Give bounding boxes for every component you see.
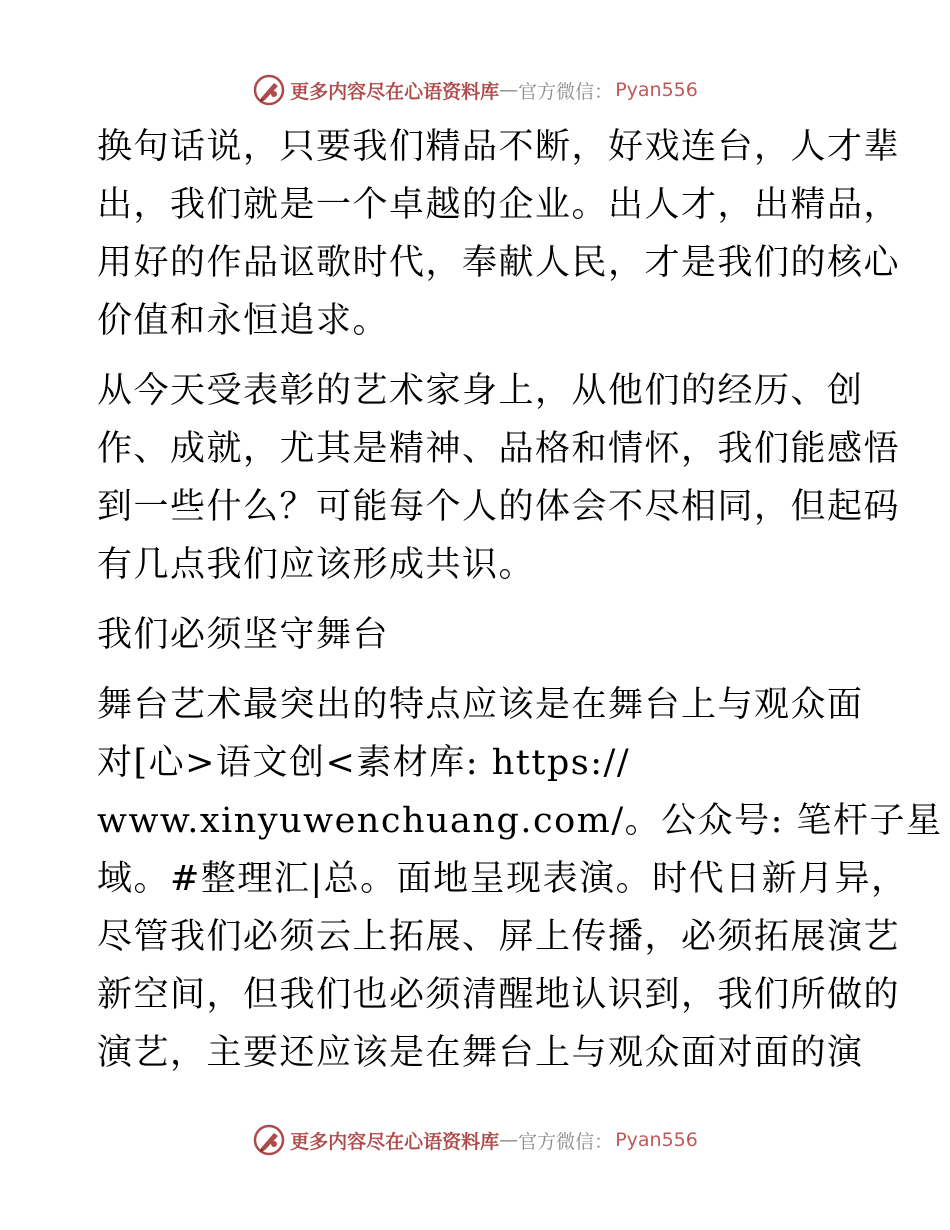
text-line: 用好的作品讴歌时代，奉献人民，才是我们的核心	[97, 243, 901, 283]
paragraph-2	[97, 362, 901, 594]
text-line: 我们必须坚守舞台	[97, 615, 390, 655]
section-heading	[97, 606, 857, 664]
text-line: 到一些什么？可能每个人的体会不尽相同，但起码	[97, 487, 901, 527]
text-line: 域。#整理汇|总。面地呈现表演。时代日新月异，	[97, 859, 908, 899]
text-line: 舞台艺术最突出的特点应该是在舞台上与观众面	[97, 685, 864, 725]
paragraph-1	[97, 118, 901, 350]
text-line: 演艺，主要还应该是在舞台上与观众面对面的演	[97, 1033, 864, 1073]
banner-wechat-id: Pyan556	[615, 79, 698, 101]
text-line: 出，我们就是一个卓越的企业。出人才，出精品，	[97, 185, 901, 225]
text-line: 有几点我们应该形成共识。	[97, 545, 536, 585]
text-line: 换句话说，只要我们精品不断，好戏连台，人才辈	[97, 127, 901, 167]
document-body	[97, 118, 943, 1094]
text-line: 尽管我们必须云上拓展、屏上传播，必须拓展演艺	[97, 917, 901, 957]
banner-brand: 更多内容尽在心语资料库	[290, 80, 500, 103]
banner-separator: —	[499, 1129, 519, 1151]
banner-separator: —	[499, 79, 519, 101]
writing-pen-logo-icon	[252, 1123, 286, 1157]
paragraph-3	[97, 676, 943, 1082]
header-banner	[0, 72, 950, 108]
writing-pen-logo-icon	[252, 73, 286, 107]
banner-wechat-id: Pyan556	[615, 1129, 698, 1151]
text-line: 价值和永恒追求。	[97, 301, 390, 341]
banner-wechat-label: 官方微信：	[518, 80, 614, 103]
text-line: www.xinyuwenchuang.com/。公众号: 笔杆子星	[97, 801, 943, 841]
text-line: 从今天受表彰的艺术家身上，从他们的经历、创	[97, 371, 864, 411]
text-line: 新空间，但我们也必须清醒地认识到，我们所做的	[97, 975, 901, 1015]
banner-brand: 更多内容尽在心语资料库	[290, 1130, 500, 1153]
text-line: 对[心>语文创<素材库: https://	[97, 743, 631, 783]
banner-wechat-label: 官方微信：	[518, 1130, 614, 1153]
text-line: 作、成就，尤其是精神、品格和情怀，我们能感悟	[97, 429, 901, 469]
footer-banner	[0, 1122, 950, 1158]
